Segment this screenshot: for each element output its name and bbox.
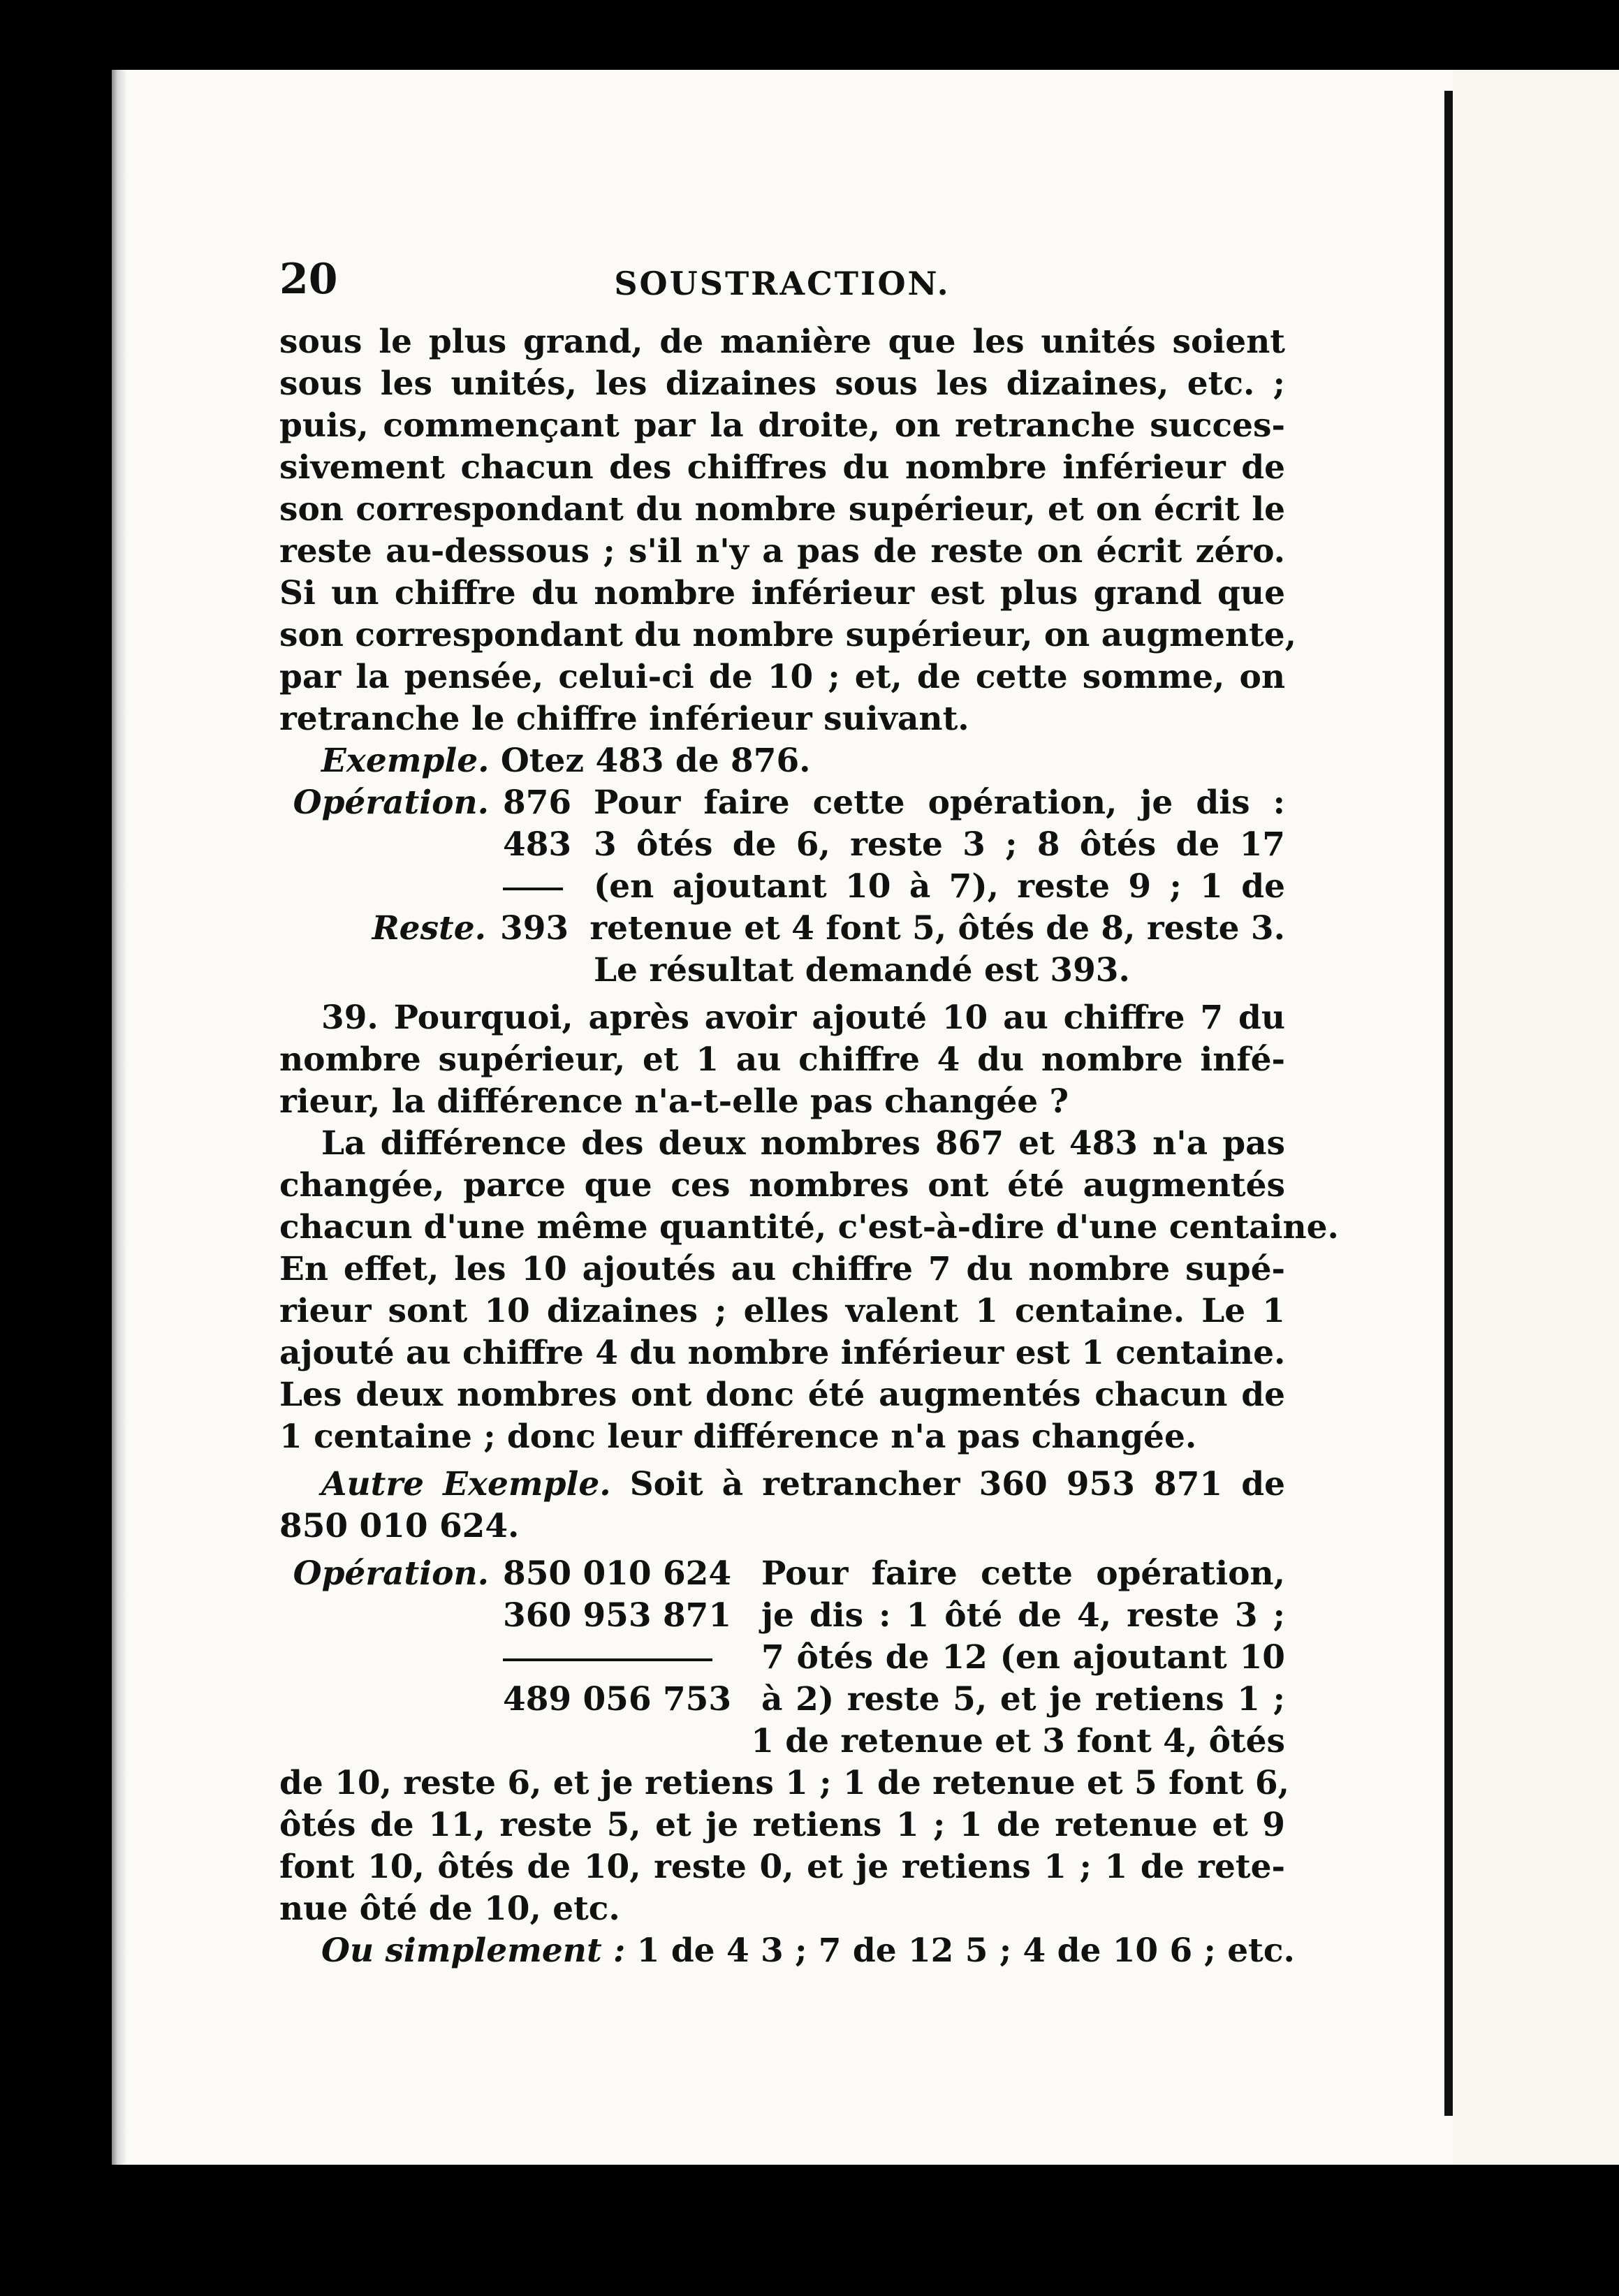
operation-text: 1 de retenue et 3 font 4, ôtés	[751, 1722, 1285, 1760]
minuend: 876	[503, 783, 572, 822]
text-line: rieur, la différence n'a-t-elle pas changée ?	[279, 1082, 1069, 1121]
operation-row	[279, 782, 1285, 824]
operation-text: Le résultat demandé est 393.	[594, 951, 1130, 989]
operation-1	[279, 782, 1285, 992]
operation-row	[279, 908, 1285, 950]
rest-label: Reste.	[372, 909, 487, 948]
text-line: rieur sont 10 dizaines ; elles valent 1 centaine. Le 1	[279, 1292, 1285, 1330]
operation-text: 3 ôtés de 6, reste 3 ; 8 ôtés de 17	[594, 825, 1285, 864]
example-text: 850 010 624.	[279, 1507, 520, 1545]
sum-rule	[503, 1658, 712, 1661]
text-line: sous les unités, les dizaines sous les dizaines, etc. ;	[279, 365, 1285, 403]
operation-row	[279, 1553, 1285, 1595]
operation-text: Pour faire cette opération, je dis :	[594, 783, 1285, 822]
operation-text: à 2) reste 5, et je retiens 1 ;	[761, 1680, 1285, 1719]
text-line: par la pensée, celui-ci de 10 ; et, de cette somme, on	[279, 658, 1285, 696]
minuend: 850 010 624	[503, 1554, 732, 1593]
operation-2	[279, 1553, 1289, 1930]
question-39	[279, 997, 1285, 1123]
text-line: ajouté au chiffre 4 du nombre inférieur est 1 centaine.	[279, 1334, 1286, 1372]
operation-row	[279, 950, 1285, 992]
text-line: reste au-dessous ; s'il n'y a pas de reste on écrit zéro.	[279, 532, 1285, 571]
page-header	[279, 237, 1285, 321]
text-line: son correspondant du nombre supérieur, et on écrit le	[279, 490, 1285, 529]
text-line: Les deux nombres ont donc été augmentés chacun de	[279, 1376, 1285, 1414]
operation-row	[279, 866, 1285, 908]
operation-row	[279, 1595, 1285, 1637]
text-line: sivement chacun des chiffres du nombre inférieur de	[279, 448, 1285, 487]
example-2	[279, 1464, 1285, 1547]
operation-text: (en ajoutant 10 à 7), reste 9 ; 1 de	[594, 867, 1285, 906]
text-line: ôtés de 11, reste 5, et je retiens 1 ; 1 de retenue et 9	[279, 1806, 1285, 1844]
text-line: puis, commençant par la droite, on retranche succes-	[279, 406, 1285, 445]
example-text: Otez 483 de 876.	[500, 742, 811, 780]
page-number: 20	[279, 255, 338, 304]
binding-gutter	[1444, 91, 1453, 2116]
operation-text: retenue et 4 font 5, ôtés de 8, reste 3.	[589, 909, 1285, 948]
answer-39	[279, 1123, 1339, 1458]
operation-label: Opération.	[293, 783, 489, 822]
sum-rule	[503, 888, 563, 890]
facing-page-edge	[1453, 70, 1619, 2165]
simple-text: 1 de 4 3 ; 7 de 12 5 ; 4 de 10 6 ; etc.	[636, 1931, 1295, 1970]
text-line: nombre supérieur, et 1 au chiffre 4 du nombre infé-	[279, 1040, 1285, 1079]
text-line: 39. Pourquoi, après avoir ajouté 10 au chiffre 7 du	[321, 999, 1285, 1037]
operation-label: Opération.	[293, 1554, 489, 1593]
text-line: Si un chiffre du nombre inférieur est plus grand que	[279, 574, 1285, 612]
paragraph-rule	[279, 321, 1296, 740]
subtrahend: 483	[503, 825, 572, 864]
text-line: son correspondant du nombre supérieur, on augmente,	[279, 616, 1296, 654]
operation-row	[279, 824, 1285, 866]
text-line: de 10, reste 6, et je retiens 1 ; 1 de retenue et 5 font 6,	[279, 1764, 1289, 1802]
example-1	[279, 740, 1285, 782]
simple-method	[279, 1930, 1295, 1972]
text-line: 1 centaine ; donc leur différence n'a pas changée.	[279, 1418, 1197, 1456]
operation-text: je dis : 1 ôté de 4, reste 3 ;	[761, 1596, 1285, 1635]
operation-row	[279, 1637, 1285, 1679]
running-title: SOUSTRACTION.	[614, 265, 951, 302]
difference: 489 056 753	[503, 1680, 732, 1719]
operation-text: Pour faire cette opération,	[761, 1554, 1285, 1593]
text-line: chacun d'une même quantité, c'est-à-dire d'une centaine.	[279, 1208, 1339, 1246]
page-edge	[112, 70, 127, 2165]
operation-text: 7 ôtés de 12 (en ajoutant 10	[761, 1638, 1285, 1677]
text-line: retranche le chiffre inférieur suivant.	[279, 700, 969, 738]
page-text	[279, 237, 1339, 1972]
simple-label: Ou simplement :	[321, 1931, 626, 1970]
subtrahend: 360 953 871	[503, 1596, 732, 1635]
example-label: Exemple.	[321, 742, 490, 780]
text-line: font 10, ôtés de 10, reste 0, et je retiens 1 ; 1 de rete-	[279, 1848, 1285, 1886]
example-label: Autre Exemple.	[321, 1465, 611, 1503]
text-line: En effet, les 10 ajoutés au chiffre 7 du nombre supé-	[279, 1250, 1285, 1288]
text-line: nue ôté de 10, etc.	[279, 1890, 620, 1928]
example-text: Soit à retrancher 360 953 871 de	[629, 1465, 1285, 1503]
difference: 393	[500, 909, 569, 948]
operation-row	[279, 1679, 1285, 1721]
text-line: La différence des deux nombres 867 et 483 n'a pas	[321, 1124, 1285, 1163]
text-line: changée, parce que ces nombres ont été augmentés	[279, 1166, 1285, 1205]
operation-row	[279, 1721, 1285, 1763]
text-line: sous le plus grand, de manière que les unités soient	[279, 323, 1285, 361]
